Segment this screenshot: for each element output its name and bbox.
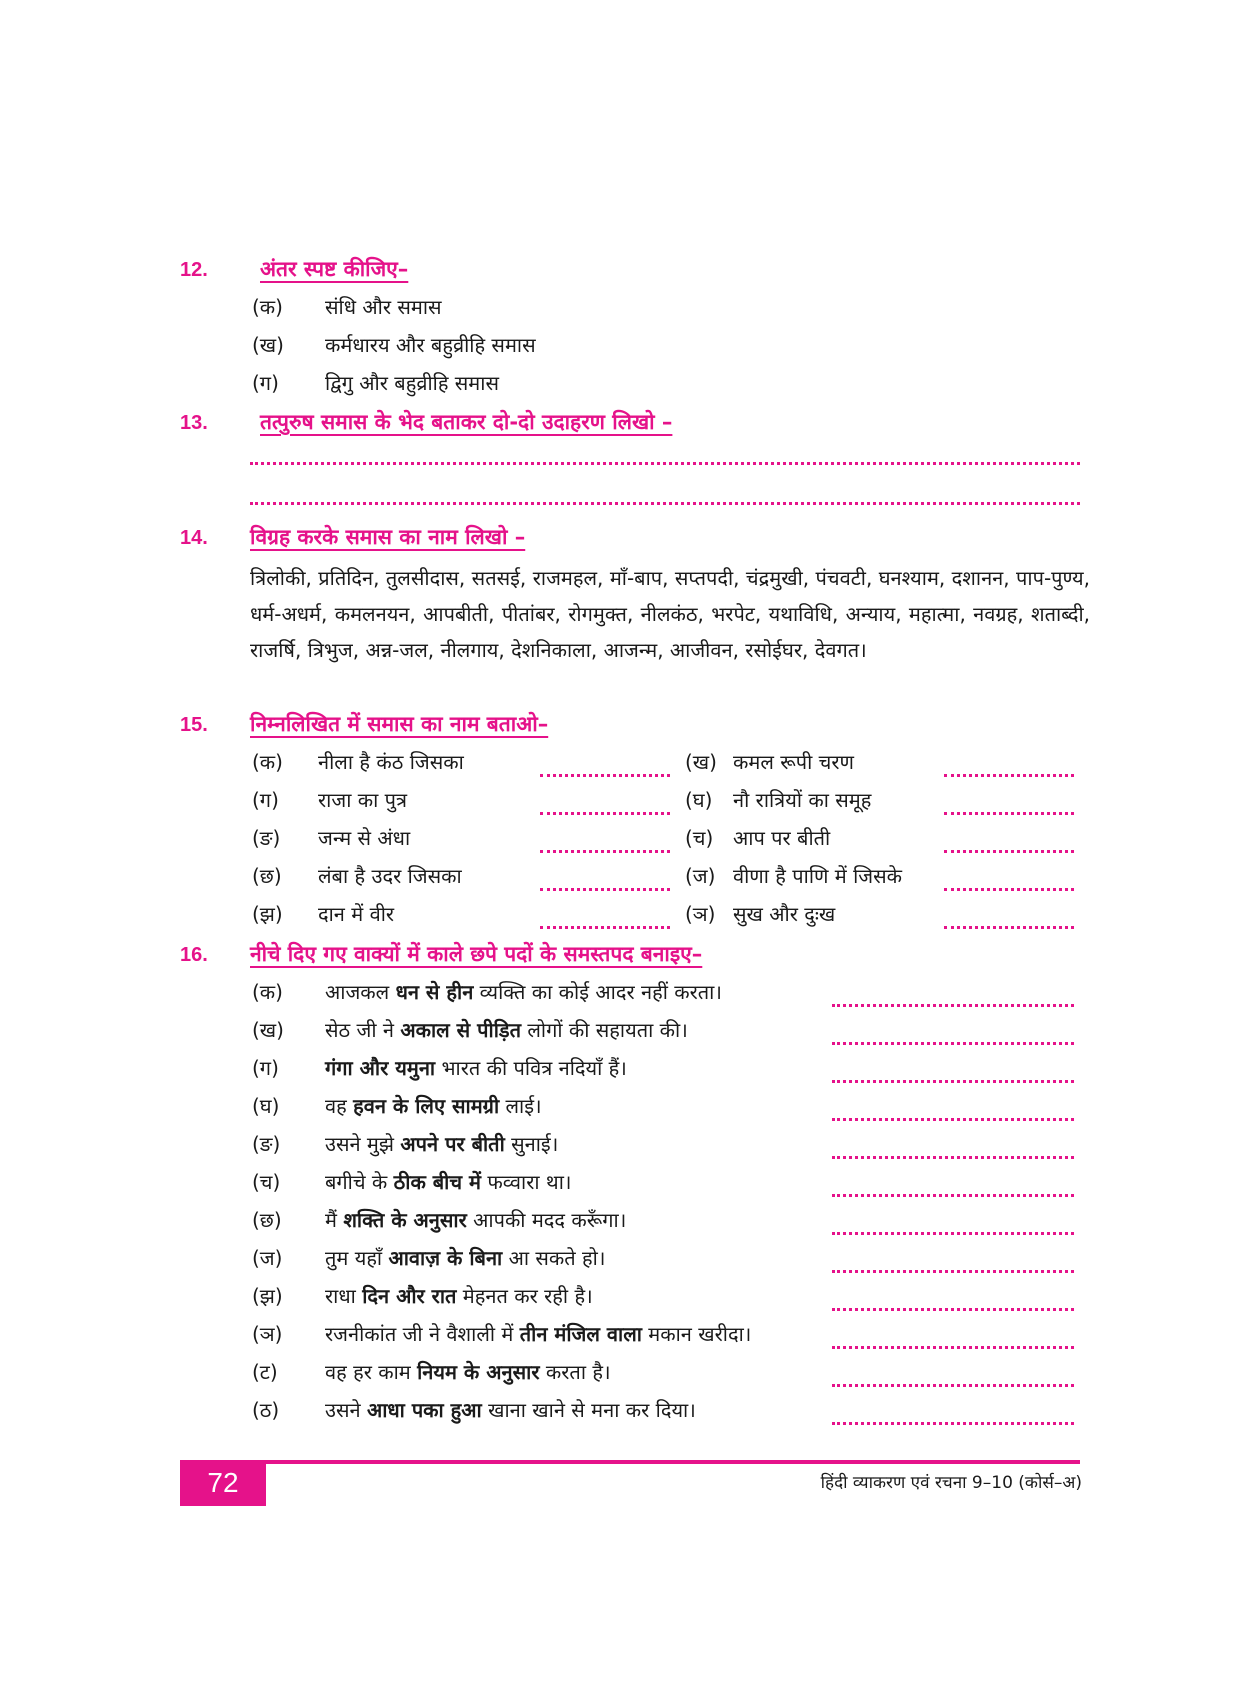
answer-line bbox=[832, 1194, 1074, 1197]
word-list-paragraph: त्रिलोकी, प्रतिदिन, तुलसीदास, सतसई, राजमहल, माँ-बाप, सप्तपदी, चंद्रमुखी, पंचवटी, घनश्याम, दशानन, पाप-पुण्य, धर्म-अधर्म, कमलनयन, आपबीती, पीतांबर, रोगमुक्त, नीलकंठ, भरपेट, यथाविधि, अन्याय, महात्मा, नवग्रह, शताब्दी, राजर्षि, त्रिभुज, अन्न-जल, नीलगाय, देशनिकाला, आजन्म, आजीवन, रसोईघर, देवगत। bbox=[250, 566, 1090, 662]
item-text: वीणा है पाणि में जिसके bbox=[733, 864, 903, 888]
list-item bbox=[0, 1168, 1260, 1206]
bold-phrase: हवन के लिए सामग्री bbox=[353, 1094, 500, 1118]
question-16-header bbox=[180, 940, 1080, 978]
question-number: 15. bbox=[180, 714, 208, 736]
sentence-text: उसने bbox=[325, 1398, 367, 1422]
sentence-text: उसने मुझे bbox=[325, 1132, 401, 1156]
bold-phrase: धन से हीन bbox=[395, 980, 474, 1004]
list-item bbox=[180, 293, 1080, 331]
answer-line bbox=[250, 462, 1080, 465]
item-label: (झ) bbox=[252, 902, 283, 926]
sentence-text: खाना खाने से मना कर दिया। bbox=[481, 1398, 696, 1422]
question-title: अंतर स्पष्ट कीजिए– bbox=[260, 257, 409, 281]
item-text: संधि और समास bbox=[325, 295, 442, 319]
answer-line bbox=[832, 1156, 1074, 1159]
table-row bbox=[0, 862, 1260, 900]
list-item bbox=[0, 1206, 1260, 1244]
answer-line bbox=[832, 1232, 1074, 1235]
page-number: 72 bbox=[180, 1460, 266, 1506]
question-number: 12. bbox=[180, 259, 208, 281]
item-label: (ग) bbox=[252, 371, 279, 395]
question-title: निम्नलिखित में समास का नाम बताओ– bbox=[250, 712, 549, 736]
item-label: (ख) bbox=[685, 750, 717, 774]
sentence bbox=[325, 1130, 558, 1157]
sentence-text: मेहनत कर रही है। bbox=[456, 1284, 593, 1308]
item-text: लंबा है उदर जिसका bbox=[318, 864, 462, 888]
sentence bbox=[325, 1092, 542, 1119]
sentence-text: आ सकते हो। bbox=[502, 1246, 606, 1270]
bold-phrase: ठीक बीच में bbox=[393, 1170, 481, 1194]
list-item bbox=[0, 1282, 1260, 1320]
question-13-header bbox=[180, 408, 1080, 446]
answer-line bbox=[944, 926, 1074, 929]
item-label: (ट) bbox=[252, 1360, 278, 1384]
item-label: (घ) bbox=[685, 788, 713, 812]
question-12 bbox=[180, 255, 1080, 407]
list-item bbox=[0, 1130, 1260, 1168]
item-text: नीला है कंठ जिसका bbox=[318, 750, 464, 774]
list-item bbox=[0, 1092, 1260, 1130]
sentence-text: वह bbox=[325, 1094, 354, 1118]
sentence-text: आपकी मदद करूँगा। bbox=[466, 1208, 627, 1232]
answer-line bbox=[832, 1042, 1074, 1045]
bold-phrase: शक्ति के अनुसार bbox=[343, 1208, 467, 1232]
item-text: कर्मधारय और बहुव्रीहि समास bbox=[325, 333, 536, 357]
sentence bbox=[325, 1320, 751, 1347]
question-16 bbox=[180, 940, 1080, 978]
sentence bbox=[325, 1054, 627, 1081]
sentence bbox=[325, 1282, 593, 1309]
answer-line bbox=[944, 888, 1074, 891]
table-row bbox=[0, 786, 1260, 824]
item-text: द्विगु और बहुव्रीहि समास bbox=[325, 371, 499, 395]
bold-phrase: नियम के अनुसार bbox=[417, 1360, 540, 1384]
question-15-header bbox=[180, 710, 1080, 748]
sentence bbox=[325, 1396, 696, 1423]
question-number: 16. bbox=[180, 944, 208, 966]
item-label: (ठ) bbox=[252, 1398, 280, 1422]
answer-line bbox=[832, 1346, 1074, 1349]
sentence bbox=[325, 1206, 626, 1233]
table-row bbox=[0, 748, 1260, 786]
item-label: (ख) bbox=[252, 333, 284, 357]
sentence-text: बगीचे के bbox=[325, 1170, 394, 1194]
item-text: सुख और दुःख bbox=[733, 902, 836, 926]
bold-phrase: अकाल से पीड़ित bbox=[400, 1018, 521, 1042]
answer-line bbox=[250, 502, 1080, 505]
answer-line bbox=[944, 850, 1074, 853]
item-label: (क) bbox=[252, 295, 283, 319]
sentence-text: राधा bbox=[325, 1284, 363, 1308]
item-label: (घ) bbox=[252, 1094, 280, 1118]
bold-phrase: तीन मंजिल वाला bbox=[519, 1322, 642, 1346]
answer-line bbox=[540, 812, 670, 815]
item-label: (ञ) bbox=[252, 1322, 283, 1346]
item-text: कमल रूपी चरण bbox=[733, 750, 855, 774]
item-label: (क) bbox=[252, 980, 283, 1004]
list-item bbox=[0, 1396, 1260, 1434]
item-label: (छ) bbox=[252, 1208, 282, 1232]
answer-line bbox=[832, 1422, 1074, 1425]
sentence-text: व्यक्ति का कोई आदर नहीं करता। bbox=[473, 980, 722, 1004]
question-title: विग्रह करके समास का नाम लिखो – bbox=[250, 525, 526, 549]
bold-phrase: अपने पर बीती bbox=[400, 1132, 505, 1156]
sentence bbox=[325, 1244, 605, 1271]
item-label: (झ) bbox=[252, 1284, 283, 1308]
sentence-text: सेठ जी ने bbox=[325, 1018, 401, 1042]
question-15 bbox=[180, 710, 1080, 748]
answer-line bbox=[540, 926, 670, 929]
item-label: (ग) bbox=[252, 1056, 279, 1080]
sentence-text: भारत की पवित्र नदियाँ हैं। bbox=[435, 1056, 627, 1080]
item-label: (क) bbox=[252, 750, 283, 774]
item-label: (छ) bbox=[252, 864, 282, 888]
sentence-text: सुनाई। bbox=[504, 1132, 559, 1156]
list-item bbox=[0, 1358, 1260, 1396]
list-item bbox=[180, 369, 1080, 407]
item-label: (ङ) bbox=[252, 826, 281, 850]
question-number: 13. bbox=[180, 412, 208, 434]
item-text: नौ रात्रियों का समूह bbox=[733, 788, 872, 812]
answer-line bbox=[832, 1384, 1074, 1387]
answer-line bbox=[540, 888, 670, 891]
question-14-header bbox=[180, 523, 1080, 561]
sentence bbox=[325, 1358, 611, 1385]
book-title: हिंदी व्याकरण एवं रचना 9–10 (कोर्स–अ) bbox=[820, 1473, 1082, 1493]
sentence-text: फव्वारा था। bbox=[481, 1170, 572, 1194]
table-row bbox=[0, 900, 1260, 938]
question-number: 14. bbox=[180, 527, 208, 549]
item-text: दान में वीर bbox=[318, 902, 395, 926]
sentence-text: लाई। bbox=[499, 1094, 542, 1118]
answer-line bbox=[540, 850, 670, 853]
item-label: (ज) bbox=[252, 1246, 283, 1270]
footer-rule bbox=[180, 1460, 1080, 1464]
answer-line bbox=[540, 774, 670, 777]
sentence-text: करता है। bbox=[539, 1360, 611, 1384]
sentence-text: वह हर काम bbox=[325, 1360, 418, 1384]
list-item bbox=[0, 978, 1260, 1016]
sentence-text: आजकल bbox=[325, 980, 396, 1004]
item-label: (ख) bbox=[252, 1018, 284, 1042]
sentence-text: रजनीकांत जी ने वैशाली में bbox=[325, 1322, 520, 1346]
bold-phrase: दिन और रात bbox=[362, 1284, 457, 1308]
item-text: जन्म से अंधा bbox=[318, 826, 411, 850]
answer-line bbox=[832, 1004, 1074, 1007]
answer-line bbox=[944, 812, 1074, 815]
item-label: (ञ) bbox=[685, 902, 716, 926]
sentence-text: मकान खरीदा। bbox=[641, 1322, 752, 1346]
item-text: राजा का पुत्र bbox=[318, 788, 408, 812]
item-label: (च) bbox=[252, 1170, 281, 1194]
answer-line bbox=[832, 1308, 1074, 1311]
sentence-text: तुम यहाँ bbox=[325, 1246, 389, 1270]
list-item bbox=[0, 1244, 1260, 1282]
bold-phrase: आवाज़ के बिना bbox=[388, 1246, 503, 1270]
sentence bbox=[325, 1168, 571, 1195]
question-title: नीचे दिए गए वाक्यों में काले छपे पदों के समस्तपद बनाइए– bbox=[250, 942, 703, 966]
list-item bbox=[0, 1320, 1260, 1358]
question-title: तत्पुरुष समास के भेद बताकर दो-दो उदाहरण लिखो – bbox=[260, 410, 673, 434]
item-label: (ङ) bbox=[252, 1132, 281, 1156]
sentence bbox=[325, 978, 722, 1005]
answer-line bbox=[944, 774, 1074, 777]
list-item bbox=[0, 1054, 1260, 1092]
answer-line bbox=[832, 1118, 1074, 1121]
question-14 bbox=[180, 523, 1080, 561]
item-label: (च) bbox=[685, 826, 714, 850]
bold-phrase: गंगा और यमुना bbox=[325, 1056, 436, 1080]
question-12-header bbox=[180, 255, 1080, 293]
list-item bbox=[0, 1016, 1260, 1054]
list-item bbox=[180, 331, 1080, 369]
answer-line bbox=[832, 1080, 1074, 1083]
item-text: आप पर बीती bbox=[733, 826, 831, 850]
sentence-text: लोगों की सहायता की। bbox=[521, 1018, 688, 1042]
sentence bbox=[325, 1016, 688, 1043]
item-label: (ज) bbox=[685, 864, 716, 888]
answer-line bbox=[832, 1270, 1074, 1273]
table-row bbox=[0, 824, 1260, 862]
item-label: (ग) bbox=[252, 788, 279, 812]
bold-phrase: आधा पका हुआ bbox=[366, 1398, 482, 1422]
sentence-text: मैं bbox=[325, 1208, 344, 1232]
question-13 bbox=[180, 408, 1080, 446]
